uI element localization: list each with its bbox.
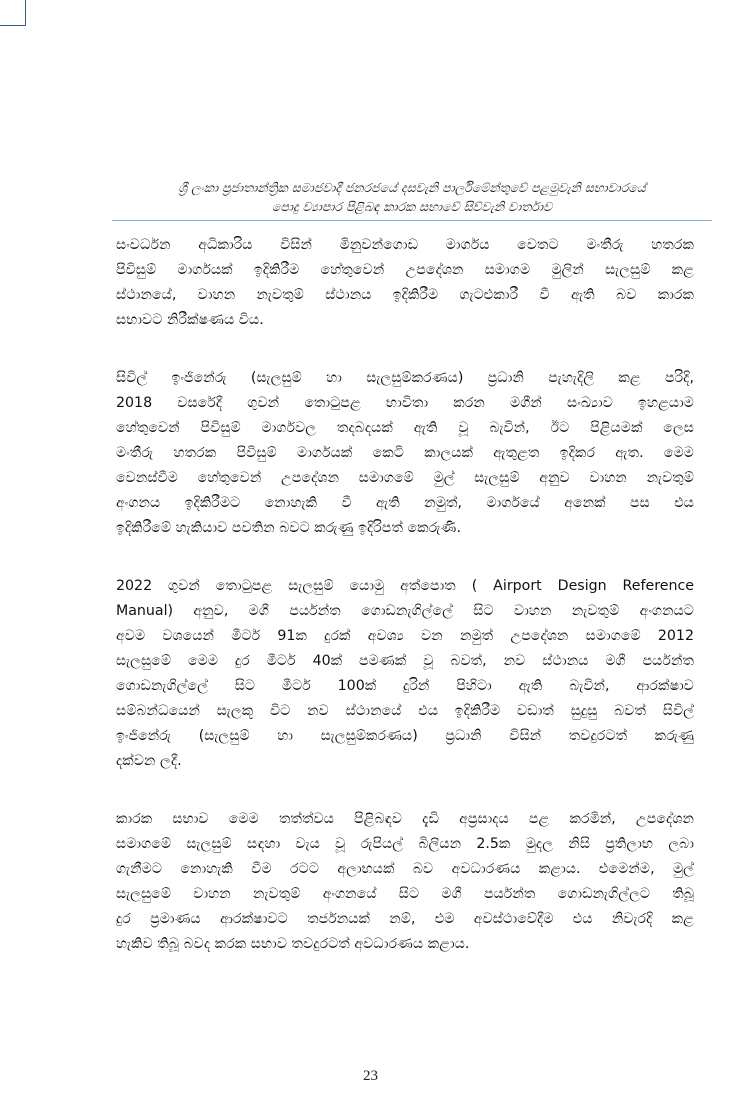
page-number: 23	[363, 1068, 378, 1084]
header-divider	[112, 220, 712, 221]
paragraph-line: හේතුවෙන් පිවිසුම් මාර්ගවල තදබදයක් ඇති වූ බැවින්, ඊට පිළියමක් ලෙස	[116, 420, 694, 436]
running-header	[118, 178, 706, 216]
header-line-1: ශ්‍රී ලංකා ප්‍රජාතාන්ත්‍රික සමාජවාදී ජනරජයේ දසවැනි පාර්ලිමේන්තුවේ පළමුවැනි සභාවාරයේ	[178, 180, 646, 195]
paragraph-line: කාරක සභාව මෙම තත්ත්වය පිළිබඳව දැඩි අප්‍රසාදය පළ කරමින්, උපදේශන	[116, 811, 694, 827]
paragraph	[116, 233, 694, 333]
paragraph-line: මංතීරු හතරක පිවිසුම් මාර්ගයක් කෙටි කාලයක් ඇතුළත ඉදිකර ඇත. මෙම	[116, 445, 694, 461]
paragraph	[116, 574, 694, 774]
paragraph-line: ගොඩනැගිල්ලේ සිට මීටර් 100ක් දුරින් පිහිටා ඇති බැවින්, ආරක්ෂාව	[116, 678, 694, 694]
paragraph-line: හැකිව තිබූ බවද කරක සභාව තවදුරටත් අවධාරණය කළාය.	[116, 936, 470, 952]
paragraph-line: Manual) අනුව, මගී පර්යන්ත ගොඩනැගිල්ලේ සිට වාහන නැවතුම් අංගනයට	[116, 603, 694, 619]
paragraph-line: අවම වශයෙන් මීටර් 91ක දුරක් අවශ්‍ය වන නමුත් උපදේශන සමාගමේ 2012	[116, 628, 694, 644]
paragraph-line: සිවිල් ඉංජිනේරු (සැලසුම් හා සැලසුම්කරණය) ප්‍රධානි පැහැදිලි කළ පරිදි,	[116, 370, 694, 386]
paragraph-line: ඉංජිනේරු (සැලසුම් හා සැලසුම්කරණය) ප්‍රධානි විසින් තවදුරටත් කරුණු	[116, 728, 694, 744]
header-line-2: පොදු ව්‍යාපාර පිළිබඳ කාරක සභාවේ සිව්වැනි වාර්තාව	[271, 199, 553, 214]
paragraph-line: පිවිසුම් මාර්ගයක් ඉදිකිරීම හේතුවෙන් උපදේශන සමාගම මුලින් සැලසුම් කළ	[116, 262, 694, 278]
document-body	[116, 233, 694, 990]
paragraph-line: ඉදිකිරීමේ හැකියාව පවතින බවට කරුණු ඉදිරිපත් කෙරුණි.	[116, 520, 461, 536]
paragraph-line: සමාගමේ සැලසුම් සඳහා වැය වූ රුපියල් බිලියන 2.5ක මුදල නිසි ප්‍රතිලාභ ලබා	[116, 836, 694, 852]
paragraph-line: 2022 ගුවන් තොටුපළ සැලසුම් යොමු අත්පොත ( Airport Design Reference	[116, 578, 694, 594]
corner-crop-mark	[0, 0, 26, 26]
paragraph-line: ගැනීමට නොහැකි වීම රටට අලාභයක් බව අවධාරණය කළාය. එමෙන්ම, මුල්	[116, 861, 694, 877]
paragraph	[116, 366, 694, 541]
paragraph-line: ස්ථානයේ, වාහන නැවතුම් ස්ථානය ඉදිකිරීම ගැටළුකාරී වී ඇති බව කාරක	[116, 287, 694, 303]
paragraph	[116, 807, 694, 957]
paragraph-line: සැලසුමේ මෙම දුර මීටර් 40ක් පමණක් වූ බවත්, නව ස්ථානය මගී පර්යන්ත	[116, 653, 694, 669]
paragraph-line: සංවර්ධන අධිකාරිය විසින් මිනුවන්ගොඩ මාර්ගය වෙතට මංතීරු හතරක	[116, 237, 694, 253]
paragraph-line: සැලසුමේ වාහන නැවතුම් අංගනයේ සිට මගී පර්යන්ත ගොඩනැගිල්ලට තිබූ	[116, 886, 694, 902]
paragraph-line: 2018 වසරේදී ගුවන් තොටුපළ භාවිතා කරන මගීන් සංඛ්‍යාව ඉහළයාම	[116, 395, 694, 411]
paragraph-line: දක්වන ලදී.	[116, 753, 182, 769]
paragraph-line: දුර ප්‍රමාණය ආරක්ෂාවට තර්ජනයක් නම්, එම අවස්ථාවේදීම එය නිවැරදි කළ	[116, 911, 694, 927]
paragraph-line: සම්බන්ධයෙන් සැලකූ විට නව ස්ථානයේ එය ඉදිකිරීම වඩාත් සුදුසු බවත් සිවිල්	[116, 703, 694, 719]
paragraph-line: අංගනය ඉදිකිරීමට නොහැකි වී ඇති නමුත්, මාර්ගයේ අනෙක් පස එය	[116, 495, 694, 511]
paragraph-line: සභාවට නිරීක්ෂණය විය.	[116, 312, 264, 328]
paragraph-line: වෙනස්වීම හේතුවෙන් උපදේශන සමාගමේ මුල් සැලසුම් අනුව වාහන නැවතුම්	[116, 470, 694, 486]
